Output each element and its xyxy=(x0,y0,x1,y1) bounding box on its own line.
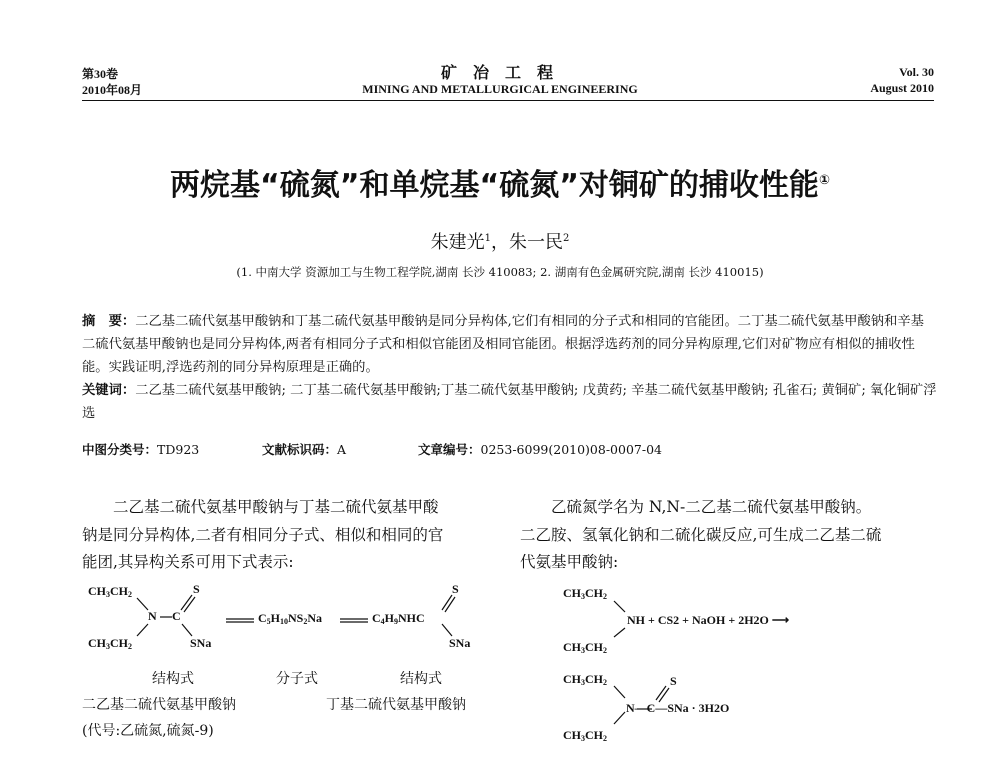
chem-group: $CH_3CH_2$ xyxy=(563,640,607,655)
text-line: 二乙胺、氢氧化钠和二硫化碳反应,可生成二乙基二硫 xyxy=(520,525,882,544)
date-en: August 2010 xyxy=(870,81,934,95)
volume-cn: 第30卷 xyxy=(82,67,119,81)
text-line: 代氨基甲酸钠: xyxy=(520,553,619,571)
compound-code: (代号:乙硫氮,硫氮-9) xyxy=(82,723,214,739)
chem-atom: N xyxy=(148,609,157,623)
chem-group: $C_4H_9NHC$ xyxy=(372,611,425,626)
art-value: 0253-6099(2010)08-0007-04 xyxy=(480,442,662,457)
journal-cn: 矿 冶 工 程 xyxy=(440,65,559,82)
caption-structure-2: 结构式 xyxy=(400,671,442,687)
text-line: 乙硫氮学名为 N,N-二乙基二硫代氨基甲酸钠。 xyxy=(520,498,872,516)
clc-value: TD923 xyxy=(157,442,200,457)
chem-atom: C xyxy=(172,609,181,623)
doc-value: A xyxy=(337,442,347,457)
keywords-label: 关键词： xyxy=(82,383,136,398)
title-footnote-mark: ① xyxy=(818,173,830,188)
date-cn: 2010年08月 xyxy=(82,83,143,97)
affiliation: (1. 中南大学 资源加工与生物工程学院,湖南 长沙 410083; 2. 湖南有色金属研究院,湖南 长沙 410015) xyxy=(236,265,764,279)
journal-en: MINING AND METALLURGICAL ENGINEERING xyxy=(362,82,638,96)
doc-label: 文献标识码： xyxy=(262,442,338,457)
chem-group: $CH_3CH_2$ xyxy=(88,636,132,651)
clc-label: 中图分类号： xyxy=(82,442,158,457)
abstract-label: 摘 要： xyxy=(82,314,136,329)
text-line: 二乙基二硫代氨基甲酸钠与丁基二硫代氨基甲酸 xyxy=(82,498,439,516)
chem-atom: S xyxy=(670,674,677,688)
chem-atom: SNa xyxy=(190,636,212,650)
author-2-sup: 2 xyxy=(563,233,570,244)
art-label: 文章编号： xyxy=(418,442,481,457)
author-2: 朱一民 xyxy=(509,232,563,253)
volume-en: Vol. 30 xyxy=(899,65,934,79)
caption-structure-1: 结构式 xyxy=(152,671,194,687)
reaction-product: N—C—SNa · 3H2O xyxy=(626,701,730,715)
caption-molecular: 分子式 xyxy=(276,671,318,687)
compound-name-2: 丁基二硫代氨基甲酸钠 xyxy=(326,697,466,713)
author-1: 朱建光 xyxy=(430,232,485,253)
text-line: 能团,其异构关系可用下式表示: xyxy=(82,553,294,571)
reaction-equation: NH + CS2 + NaOH + 2H2O ⟶ xyxy=(627,613,790,627)
chem-atom: SNa xyxy=(449,636,471,650)
author-sep: ， xyxy=(491,232,509,253)
compound-name-1: 二乙基二硫代氨基甲酸钠 xyxy=(82,697,236,713)
molecular-formula: $C_5H_{10}NS_2Na$ xyxy=(258,611,323,626)
chem-group: $CH_3CH_2$ xyxy=(88,584,132,599)
chem-atom: S xyxy=(193,582,200,596)
keywords-text: 二乙基二硫代氨基甲酸钠; 二丁基二硫代氨基甲酸钠;丁基二硫代氨基甲酸钠; 戊黄药; 辛基二硫代氨基甲酸钠; 孔雀石; 黄铜矿; 氧化铜矿浮选 xyxy=(82,383,937,421)
chem-group: $CH_3CH_2$ xyxy=(563,728,607,743)
abstract-text: 二乙基二硫代氨基甲酸钠和丁基二硫代氨基甲酸钠是同分异构体,它们有相同的分子式和相同的官能团。二丁基二硫代氨基甲酸钠和辛基二硫代氨基甲酸钠也是同分异构体,两者有相同分子式和相似官能团及相同官能团。根据浮选药剂的同分异构原理,它们对矿物应有相似的捕收性能。实践证明,浮选药剂的同分异构原理是正确的。 xyxy=(82,314,924,375)
chem-group: $CH_3CH_2$ xyxy=(563,672,607,687)
author-1-sup: 1 xyxy=(484,233,491,244)
chem-group: $CH_3CH_2$ xyxy=(563,586,607,601)
text-line: 钠是同分异构体,二者有相同分子式、相似和相同的官 xyxy=(82,525,444,544)
chem-atom: S xyxy=(452,582,459,596)
title-text: 两烷基“硫氮”和单烷基“硫氮”对铜矿的捕收性能 xyxy=(170,168,819,203)
